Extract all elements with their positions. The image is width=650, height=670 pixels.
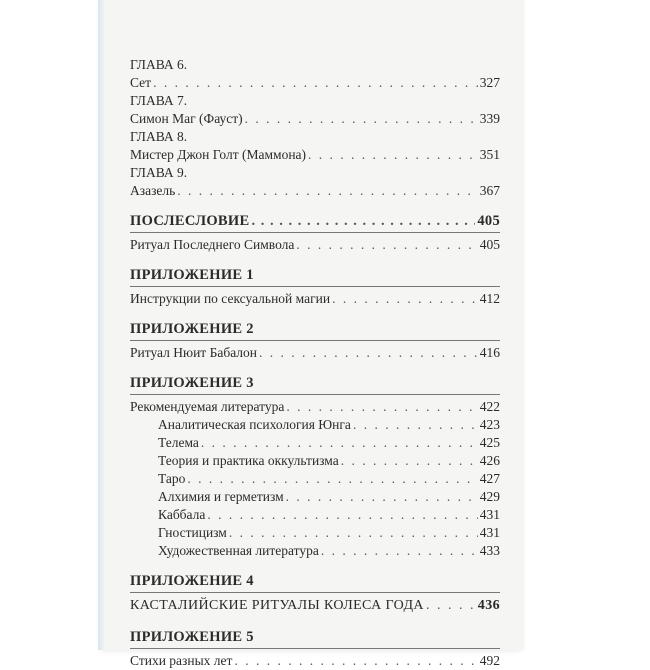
toc-subentry (130, 470, 500, 488)
toc-entry (130, 236, 500, 254)
dot-leader (321, 542, 478, 560)
entry-title: Мистер Джон Голт (Маммона) (130, 147, 307, 162)
chapter-heading: ГЛАВА 6. (130, 57, 188, 72)
section-title: ПОСЛЕСЛОВИЕ (130, 213, 250, 229)
entry-title: Каббала (158, 507, 206, 522)
chapter-heading: ГЛАВА 8. (130, 129, 188, 144)
spacer (130, 362, 500, 373)
entry-page: 339 (479, 111, 500, 126)
entry-title: Ритуал Нюит Бабалон (130, 345, 258, 360)
toc-entry (130, 344, 500, 362)
entry-page: 427 (479, 471, 500, 486)
dot-leader (341, 452, 478, 470)
entry-page: 412 (479, 291, 500, 306)
appendix-heading: ПРИЛОЖЕНИЕ 3 (130, 375, 254, 391)
section-page: 405 (477, 213, 500, 229)
spacer (130, 254, 500, 265)
entry-title: Художественная литература (158, 543, 319, 558)
dot-leader (286, 488, 478, 506)
table-of-contents (130, 56, 500, 670)
entry-page: 426 (479, 453, 500, 468)
section-rule (130, 340, 500, 341)
entry-title: КАСТАЛИЙСКИЕ РИТУАЛЫ КОЛЕСА ГОДА (130, 598, 424, 613)
entry-title: Гностицизм (158, 525, 227, 540)
dot-leader (201, 434, 478, 452)
entry-title: Азазель (130, 183, 176, 198)
book-page (104, 0, 524, 668)
section-rule (130, 592, 500, 593)
toc-subentry (130, 452, 500, 470)
entry-title: Инструкции по сексуальной магии (130, 291, 331, 306)
section-rule (130, 232, 500, 233)
toc-entry (130, 74, 500, 92)
appendix-heading: ПРИЛОЖЕНИЕ 4 (130, 573, 254, 589)
toc-subentry (130, 506, 500, 524)
entry-page: 422 (479, 399, 500, 414)
spacer (130, 560, 500, 571)
section-rule (130, 286, 500, 287)
dot-leader (251, 211, 475, 231)
toc-subentry (130, 542, 500, 560)
entry-page: 425 (479, 435, 500, 450)
entry-title: Таро (158, 471, 186, 486)
entry-title: Рекомендуемая литература (130, 399, 285, 414)
entry-page: 429 (479, 489, 500, 504)
entry-page: 367 (479, 183, 500, 198)
entry-page: 416 (479, 345, 500, 360)
toc-entry (130, 182, 500, 200)
entry-title: Теория и практика оккультизма (158, 453, 339, 468)
afterword-heading (130, 211, 500, 231)
dot-leader (187, 470, 477, 488)
toc-entry (130, 146, 500, 164)
dot-leader (296, 236, 477, 254)
entry-page: 423 (479, 417, 500, 432)
dot-leader (286, 398, 477, 416)
toc-subentry (130, 416, 500, 434)
dot-leader (308, 146, 478, 164)
dot-leader (229, 524, 478, 542)
toc-subentry (130, 524, 500, 542)
entry-title: Алхимия и герметизм (158, 489, 284, 504)
dot-leader (259, 344, 478, 362)
dot-leader (177, 182, 477, 200)
dot-leader (332, 290, 478, 308)
entry-page: 405 (479, 237, 500, 252)
dot-leader (245, 110, 478, 128)
entry-title: Ритуал Последнего Символа (130, 237, 295, 252)
entry-page: 351 (479, 147, 500, 162)
section-rule (130, 648, 500, 649)
entry-title: Симон Маг (Фауст) (130, 111, 243, 126)
entry-page: 433 (479, 543, 500, 558)
chapter-heading: ГЛАВА 9. (130, 165, 188, 180)
entry-page: 436 (477, 598, 500, 613)
dot-leader (353, 416, 478, 434)
chapter-heading: ГЛАВА 7. (130, 93, 188, 108)
toc-entry (130, 398, 500, 416)
toc-subentry (130, 488, 500, 506)
toc-entry (130, 290, 500, 308)
dot-leader (153, 74, 478, 92)
entry-page: 492 (479, 653, 500, 668)
toc-entry (130, 596, 500, 616)
entry-title: Стихи разных лет (130, 653, 233, 668)
spacer (130, 616, 500, 627)
entry-title: Аналитическая психология Юнга (158, 417, 351, 432)
entry-page: 431 (479, 507, 500, 522)
entry-page: 327 (479, 75, 500, 90)
dot-leader (234, 652, 477, 670)
dot-leader (207, 506, 477, 524)
section-rule (130, 394, 500, 395)
dot-leader (426, 596, 476, 616)
appendix-heading: ПРИЛОЖЕНИЕ 5 (130, 629, 254, 645)
appendix-heading: ПРИЛОЖЕНИЕ 1 (130, 267, 254, 283)
toc-subentry (130, 434, 500, 452)
toc-entry (130, 652, 500, 670)
appendix-heading: ПРИЛОЖЕНИЕ 2 (130, 321, 254, 337)
entry-title: Телема (158, 435, 199, 450)
entry-title: Сет (130, 75, 152, 90)
entry-page: 431 (479, 525, 500, 540)
toc-entry (130, 110, 500, 128)
spacer (130, 200, 500, 211)
spacer (130, 308, 500, 319)
